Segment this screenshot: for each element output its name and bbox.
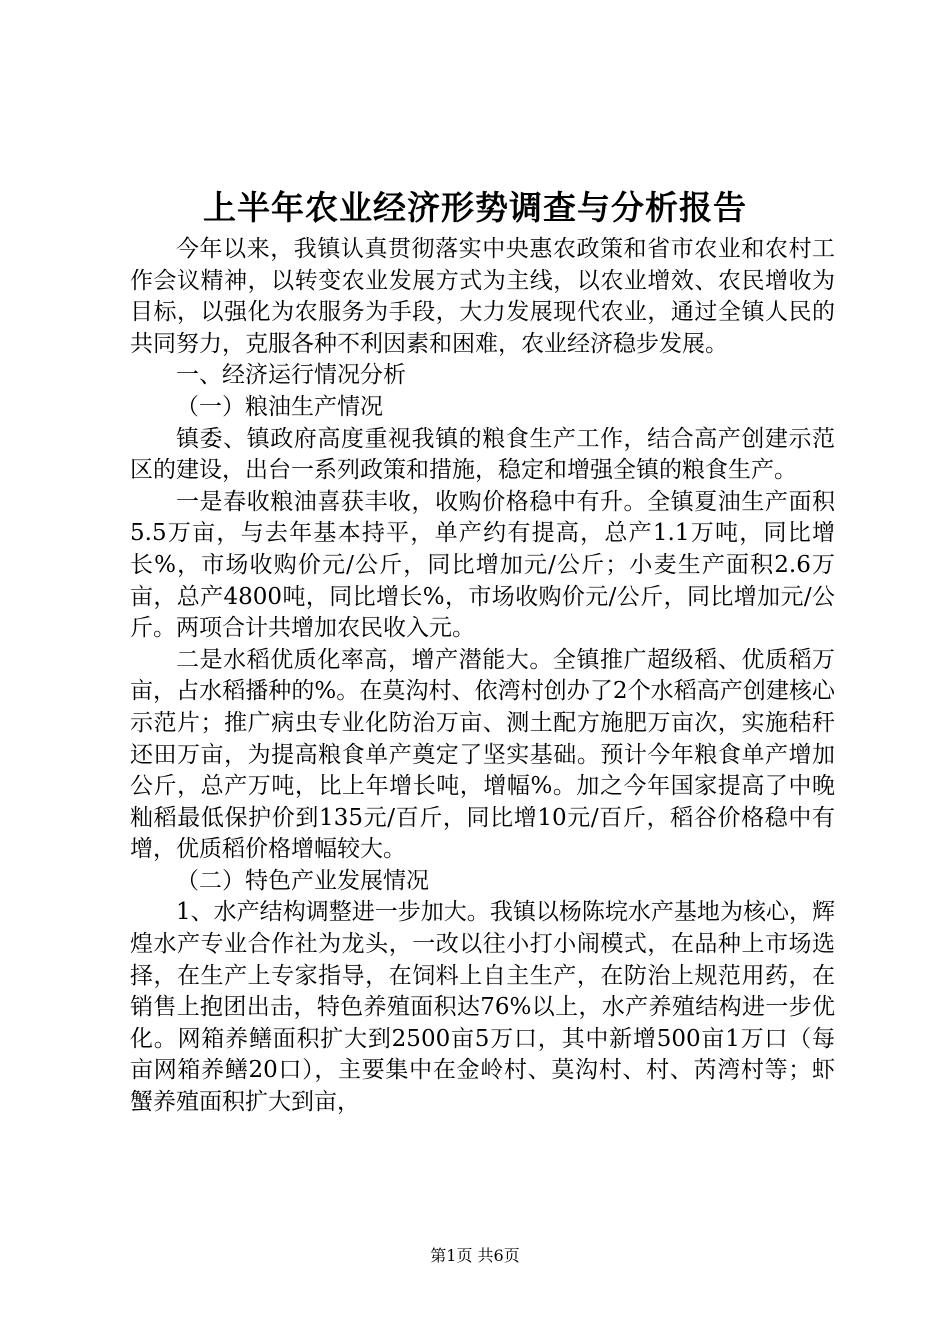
- rice-quality-paragraph: 二是水稻优质化率高，增产潜能大。全镇推广超级稻、优质稻万亩，占水稻播种的%。在莫沟村、依湾村创办了2个水稻高产创建核心示范片；推广病虫专业化防治万亩、测土配方施肥万亩次，实施秸秆还田万亩，为提高粮食单产奠定了坚实基础。预计今年粮食单产增加公斤，总产万吨，比上年增长吨，增幅%。加之今年国家提高了中晚籼稻最低保护价到135元/百斤，同比增10元/百斤，稻谷价格稳中有增，优质稻价格增幅较大。: [130, 646, 835, 863]
- spring-harvest-paragraph: 一是春收粮油喜获丰收，收购价格稳中有升。全镇夏油生产面积5.5万亩，与去年基本持平，单产约有提高，总产1.1万吨，同比增长%，市场收购价元/公斤，同比增加元/公斤；小麦生产面积2.6万亩，总产4800吨，同比增长%，市场收购价元/公斤，同比增加元/公斤。两项合计共增加农民收入元。: [130, 488, 835, 642]
- intro-paragraph: 今年以来，我镇认真贯彻落实中央惠农政策和省市农业和农村工作会议精神，以转变农业发展方式为主线，以农业增效、农民增收为目标，以强化为农服务为手段，大力发展现代农业，通过全镇人民的共同努力，克服各种不利因素和困难，农业经济稳步发展。: [130, 236, 835, 357]
- page-footer: 第1页 共6页: [430, 1246, 520, 1265]
- subsection-heading-special-industry: （二）特色产业发展情况: [176, 867, 429, 894]
- aquaculture-paragraph: 1、水产结构调整进一步加大。我镇以杨陈垸水产基地为核心，辉煌水产专业合作社为龙头，一改以往小打小闹模式，在品种上市场选择，在生产上专家指导，在饲料上自主生产，在防治上规范用药，在销售上抱团出击，特色养殖面积达76%以上，水产养殖结构进一步优化。网箱养鳝面积扩大到2500亩5万口，其中新增500亩1万口（每亩网箱养鳝20口），主要集中在金岭村、莫沟村、村、芮湾村等；虾蟹养殖面积扩大到亩，: [130, 899, 835, 1116]
- document-title: 上半年农业经济形势调查与分析报告: [203, 188, 747, 227]
- subsection-heading-grain-oil: （一）粮油生产情况: [176, 393, 383, 420]
- document-body: [130, 234, 835, 1119]
- grain-overview-paragraph: 镇委、镇政府高度重视我镇的粮食生产工作，结合高产创建示范区的建设，出台一系列政策和措施，稳定和增强全镇的粮食生产。: [130, 425, 835, 484]
- section-heading-economic-analysis: 一、经济运行情况分析: [176, 362, 406, 389]
